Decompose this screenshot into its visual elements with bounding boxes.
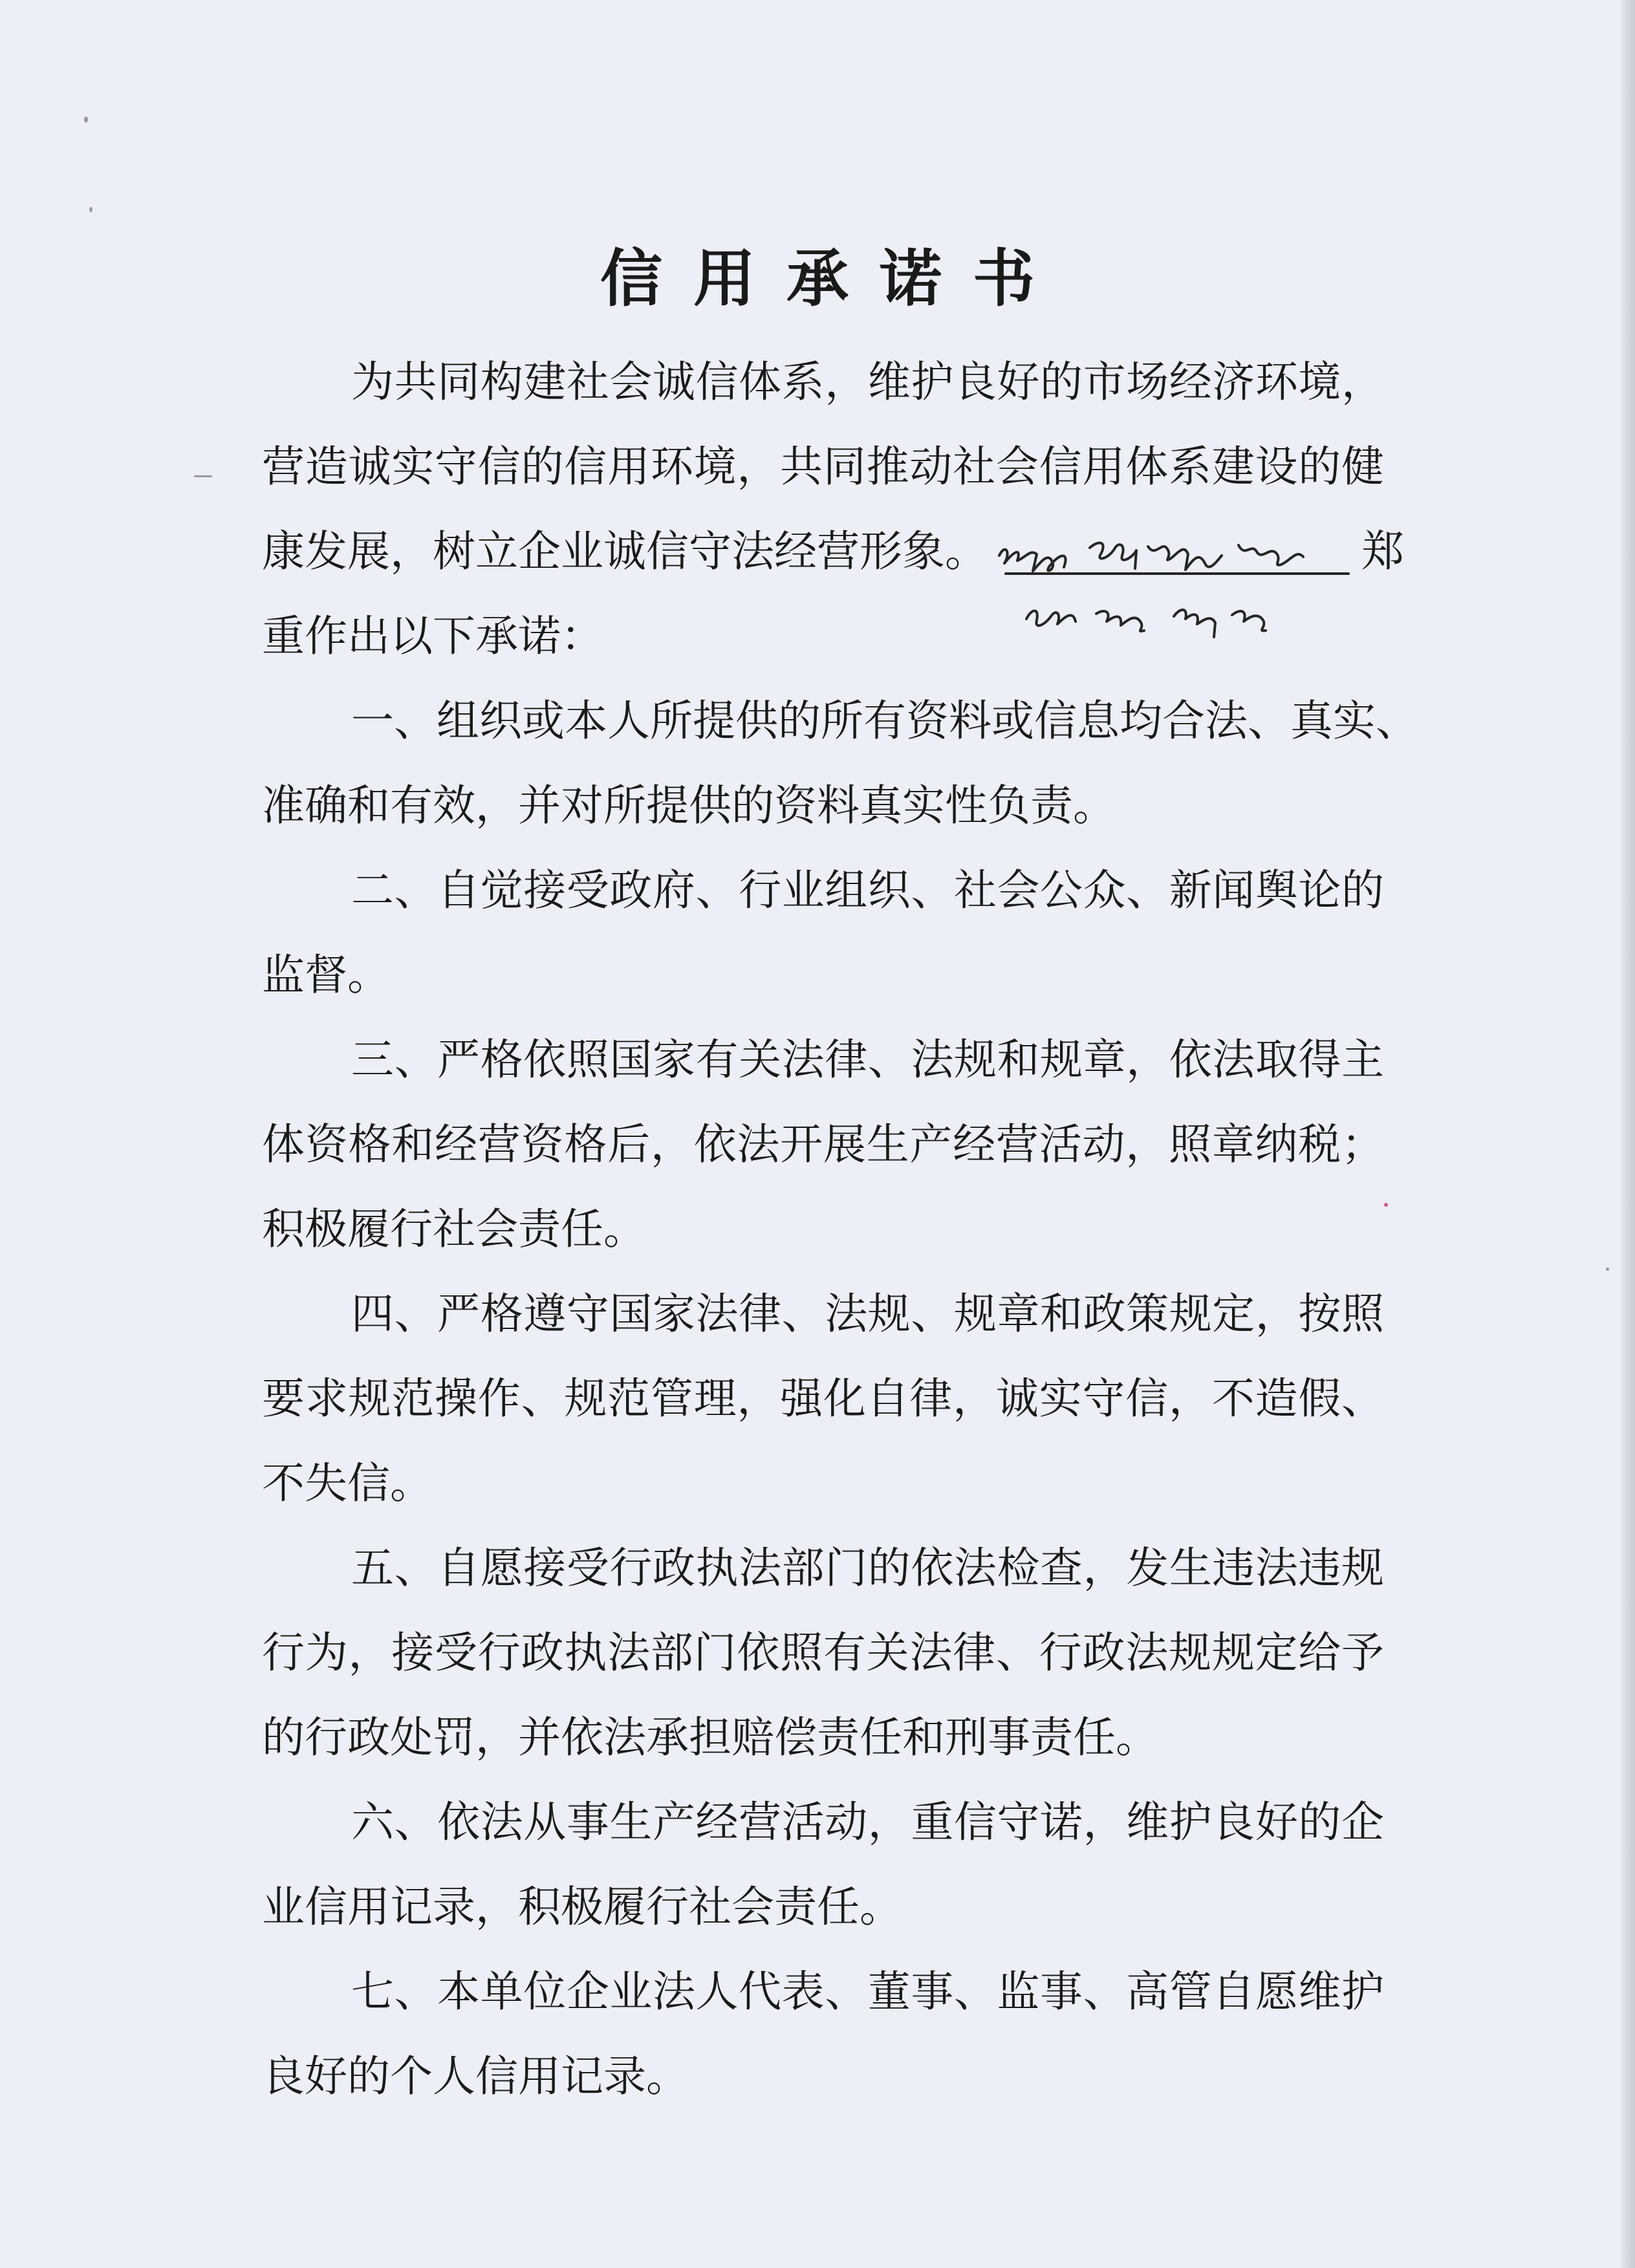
body-line: 一、组织或本人所提供的所有资料或信息均合法、真实、 xyxy=(351,696,1418,746)
body-line: 营造诚实守信的信用环境，共同推动社会信用体系建设的健 xyxy=(262,442,1384,491)
body-line: 七、本单位企业法人代表、董事、监事、高管自愿维护 xyxy=(351,1967,1384,2016)
scan-speck xyxy=(194,475,212,477)
body-line: 为共同构建社会诚信体系，维护良好的市场经济环境， xyxy=(351,357,1384,407)
scan-speck xyxy=(89,207,92,212)
body-line-prefix: 康发展，树立企业诚信守法经营形象。 xyxy=(262,526,988,576)
body-line: 良好的个人信用记录。 xyxy=(262,2051,689,2101)
scan-edge xyxy=(1621,0,1635,2268)
body-line-with-signature xyxy=(262,509,1404,594)
body-line: 准确和有效，并对所提供的资料真实性负责。 xyxy=(262,781,1116,830)
scan-speck xyxy=(1384,1203,1388,1207)
handwriting-scribble xyxy=(993,509,1381,703)
scan-speck xyxy=(84,116,88,123)
body-line: 积极履行社会责任。 xyxy=(262,1204,646,1254)
document-title: 信用承诺书 xyxy=(600,242,1066,315)
body-line: 不失信。 xyxy=(262,1458,433,1508)
body-line: 二、自觉接受政府、行业组织、社会公众、新闻舆论的 xyxy=(351,865,1384,915)
body-line: 业信用记录，积极履行社会责任。 xyxy=(262,1882,902,1932)
body-line: 重作出以下承诺： xyxy=(262,611,603,661)
body-line: 三、严格依照国家有关法律、法规和规章，依法取得主 xyxy=(351,1035,1384,1085)
body-line-suffix: 郑 xyxy=(1361,526,1404,576)
body-line: 监督。 xyxy=(262,950,390,1000)
body-line: 体资格和经营资格后，依法开展生产经营活动，照章纳税； xyxy=(262,1119,1384,1169)
document-body xyxy=(262,340,1418,2119)
handwritten-company-name xyxy=(999,509,1348,594)
body-line: 的行政处罚，并依法承担赔偿责任和刑事责任。 xyxy=(262,1712,1158,1762)
body-line: 要求规范操作、规范管理，强化自律，诚实守信，不造假、 xyxy=(262,1374,1384,1423)
body-line: 五、自愿接受行政执法部门的依法检查，发生违法违规 xyxy=(351,1543,1384,1593)
scan-speck xyxy=(1606,1268,1609,1271)
body-line: 四、严格遵守国家法律、法规、规章和政策规定，按照 xyxy=(351,1289,1384,1339)
body-line: 六、依法从事生产经营活动，重信守诺，维护良好的企 xyxy=(351,1797,1384,1847)
body-line: 行为，接受行政执法部门依照有关法律、行政法规规定给予 xyxy=(262,1628,1384,1678)
